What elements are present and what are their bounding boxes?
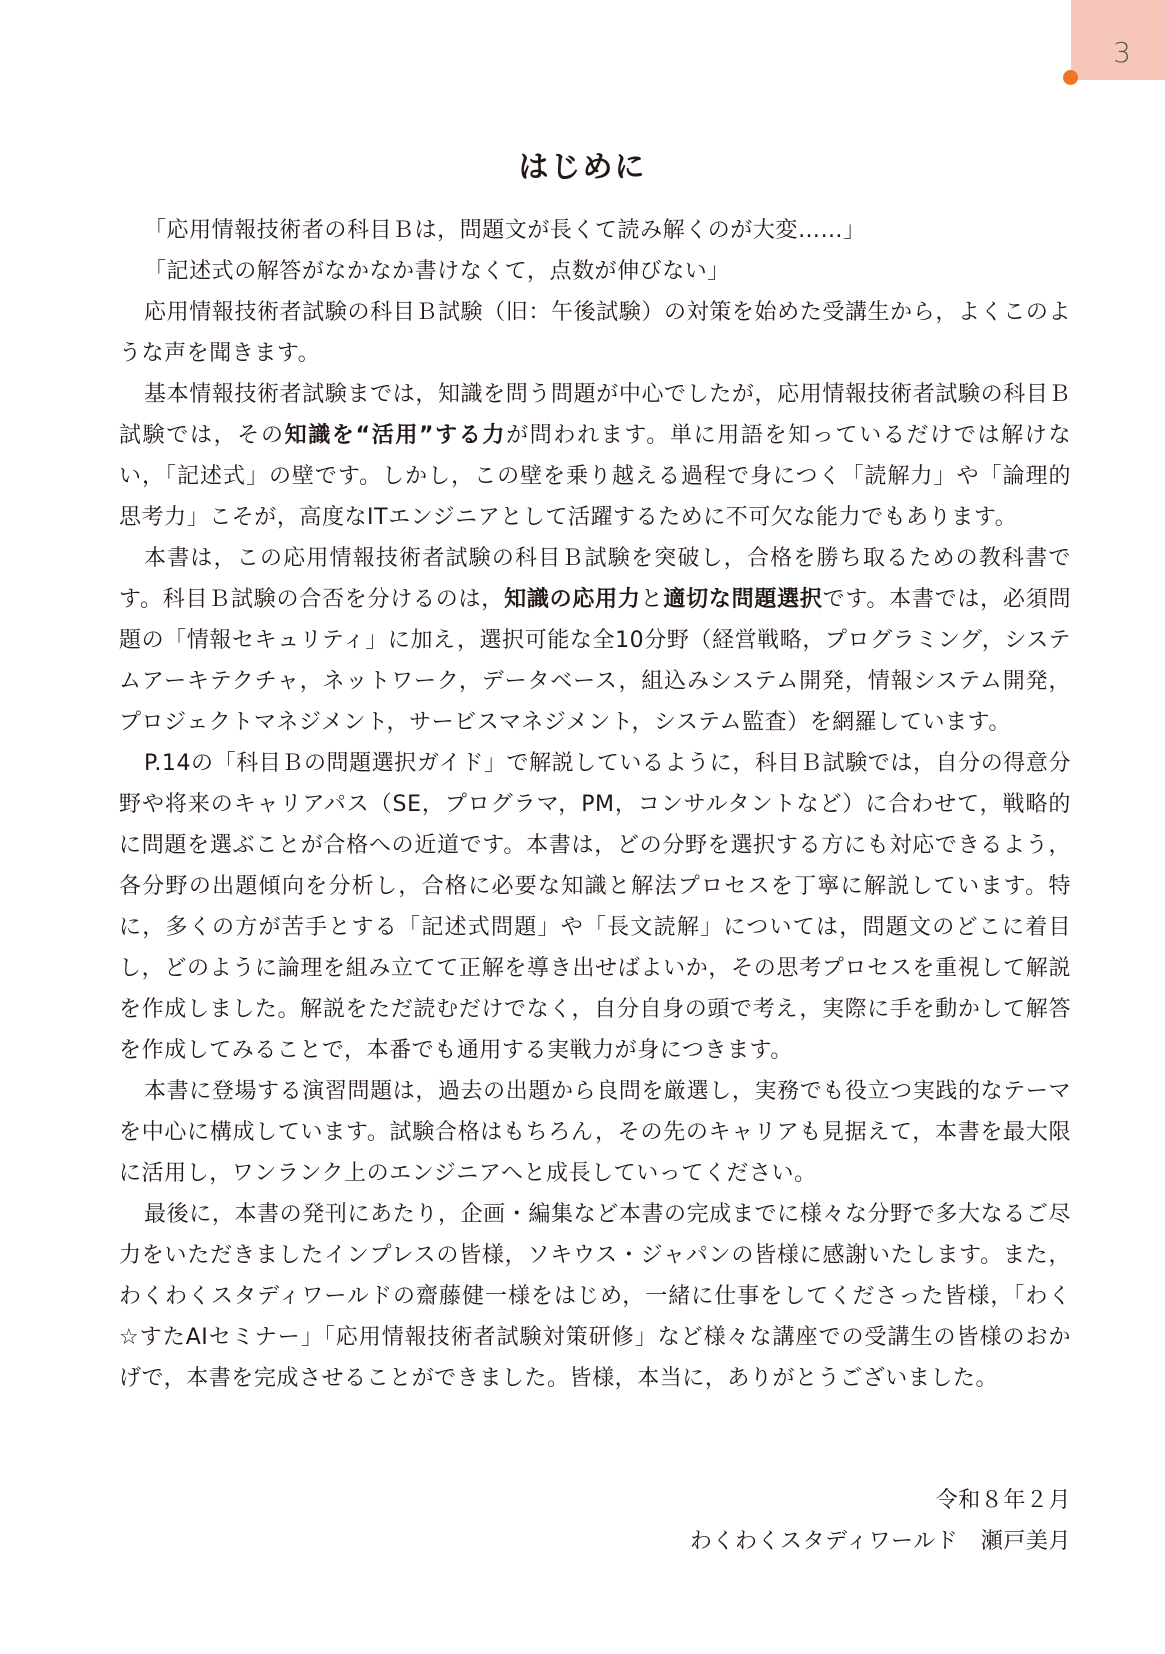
paragraph	[119, 1071, 1071, 1194]
paragraph-text: 最後に，本書の発刊にあたり，企画・編集など本書の完成までに様々な分野で多大なるご尽力をいただきましたインプレスの皆様，ソキウス・ジャパンの皆様に感謝いたします。また，わくわくスタディワールドの齋藤健一様をはじめ，一緒に仕事をしてくださった皆様，「わく☆すたAIセミナー」「応用情報技術者試験対策研修」など様々な講座での受講生の皆様のおかげで，本書を完成させることができました。皆様，本当に，ありがとうございました。	[119, 1202, 1071, 1391]
paragraph-text: 応用情報技術者試験の科目Ｂ試験（旧：午後試験）の対策を始めた受講生から，よくこのような声を聞きます。	[119, 300, 1071, 366]
paragraph-text: 「記述式の解答がなかなか書けなくて，点数が伸びない」	[144, 259, 730, 284]
page-marker-dot	[1063, 70, 1078, 85]
paragraph-text: です。本書では，必須問題の「情報セキュリティ」に加え，選択可能な全10分野（経営戦略，プログラミング，システムアーキテクチャ，ネットワーク，データベース，組込みシステム開発，情報システム開発，プロジェクトマネジメント，サービスマネジメント，システム監査）を網羅しています。	[119, 587, 1071, 735]
paragraph	[119, 374, 1071, 538]
paragraph	[119, 251, 1071, 292]
page-title: はじめに	[518, 150, 647, 186]
emphasis-text: 知識を“活用”する力	[284, 423, 507, 448]
paragraph-text: 本書に登場する演習問題は，過去の出題から良問を厳選し，実務でも役立つ実践的なテーマを中心に構成しています。試験合格はもちろん，その先のキャリアも見据えて，本書を最大限に活用し，ワンランク上のエンジニアへと成長していってください。	[119, 1079, 1071, 1186]
emphasis-text: 適切な問題選択	[663, 587, 823, 612]
page-number: 3	[1113, 36, 1131, 69]
signature-date: 令和８年２月	[935, 1488, 1071, 1513]
signature-author: わくわくスタディワールド 瀬戸美月	[689, 1529, 1071, 1554]
paragraph	[119, 210, 1071, 251]
paragraph	[119, 538, 1071, 743]
paragraph-text: 基本情報技術者試験までは，知識を問う問題が中心でしたが，応用情報技術者試験の科目Ｂ試験では，その	[119, 382, 1071, 448]
paragraph	[119, 743, 1071, 1071]
body-text	[119, 210, 1071, 1399]
paragraph	[119, 292, 1071, 374]
emphasis-text: 知識の応用力	[504, 587, 641, 612]
paragraph	[119, 1194, 1071, 1399]
paragraph-text: が問われます。単に用語を知っているだけでは解けない，「記述式」の壁です。しかし，この壁を乗り越える過程で身につく「読解力」や「論理的思考力」こそが，高度なITエンジニアとして活躍するために不可欠な能力でもあります。	[119, 423, 1072, 530]
paragraph-text: 「応用情報技術者の科目Ｂは，問題文が長くて読み解くのが大変……」	[144, 218, 866, 243]
paragraph-text: P.14の「科目Ｂの問題選択ガイド」で解説しているように，科目Ｂ試験では，自分の得意分野や将来のキャリアパス（SE，プログラマ，PM，コンサルタントなど）に合わせて，戦略的に問題を選ぶことが合格への近道です。本書は，どの分野を選択する方にも対応できるよう，各分野の出題傾向を分析し，合格に必要な知識と解法プロセスを丁寧に解説しています。特に，多くの方が苦手とする「記述式問題」や「長文読解」については，問題文のどこに着目し，どのように論理を組み立てて正解を導き出せばよいか，その思考プロセスを重視して解説を作成しました。解説をただ読むだけでなく，自分自身の頭で考え，実際に手を動かして解答を作成してみることで，本番でも通用する実戦力が身につきます。	[119, 751, 1071, 1063]
paragraph-text: 本書は，この応用情報技術者試験の科目Ｂ試験を突破し，合格を勝ち取るための教科書です。科目Ｂ試験の合否を分けるのは，	[119, 546, 1071, 612]
paragraph-text: と	[640, 587, 664, 612]
signature-block	[690, 1480, 1071, 1562]
